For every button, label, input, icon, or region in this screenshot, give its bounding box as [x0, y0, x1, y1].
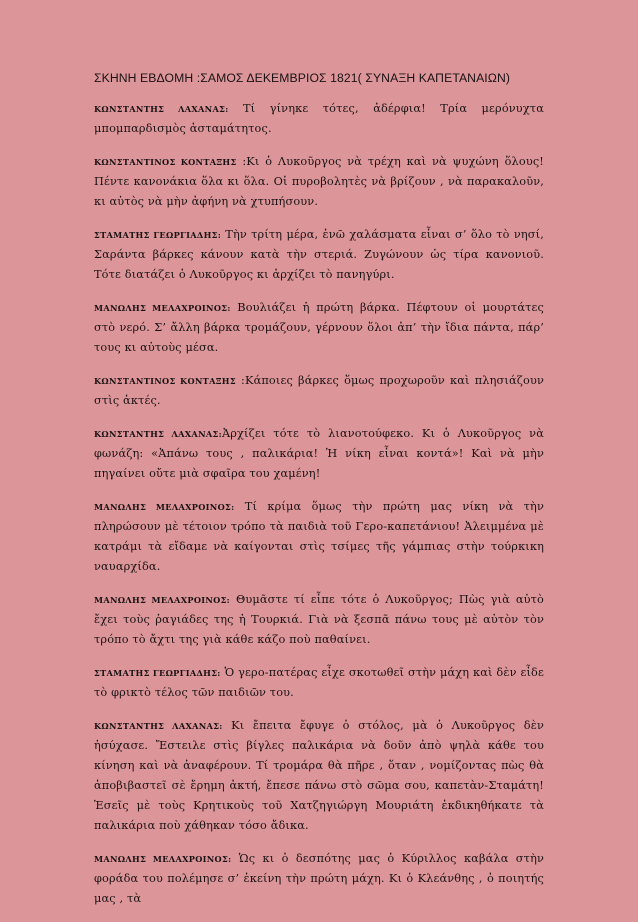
dialogue-text: Τί κρίμα ὅμως τὴν πρώτη μας νίκη νὰ τὴν πληρώσουν μὲ τέτοιον τρόπο τὰ παιδιὰ τοῦ Γερο-καπετάνιου! Ἀλειμμένα μὲ κατράμι τὰ εἴδαμε νὰ καίγονται στὶς τσίμες τῆς γάμπιας στὴν τούρκικη ναυαρχίδα. — [94, 500, 544, 573]
speaker-name: ΚΩΝΣΤΑΝΤΙΝΟΣ ΚΟΝΤΑΞΗΣ — [94, 376, 236, 386]
dialogue-paragraph — [94, 99, 544, 139]
speaker-name: ΚΩΝΣΤΑΝΤΗΣ ΛΑΧΑΝΑΣ: — [94, 104, 229, 114]
dialogue-text: Θυμᾶστε τί εἶπε τότε ὁ Λυκοῦργος; Πὼς γιὰ αὐτὸ ἔχει τοὺς ῥαγιάδες της ἡ Τουρκιά. Γιὰ νὰ ξεσπᾶ πάνω τους μὲ αὐτὸν τὸν τρόπο τὸ ἄχτι της γιὰ κάθε κάζο ποὺ παθαίνει. — [94, 593, 544, 646]
dialogue-text: Κι ἔπειτα ἔφυγε ὁ στόλος, μὰ ὁ Λυκοῦργος δὲν ἡσύχασε. Ἔστειλε στὶς βίγλες παλικάρια νὰ δοῦν ἀπὸ ψηλὰ κάθε του κίνηση καὶ νὰ ἀναφέρουν. Τί τρομάρα θὰ πῆρε , ὅταν , νομίζοντας πὼς θὰ ἀποβιβαστεῖ σὲ ἔρημη ἀκτή, ἔπεσε πάνω στὸ σῶμα σου, καπετὰν-Σταμάτη! Ἐσεῖς μὲ τοὺς Κρητικοὺς τοῦ Χατζηγιώργη Μουριάτη ἐκδικηθήκατε τὰ παλικάρια ποὺ χάθηκαν τόσο ἄδικα. — [94, 719, 544, 832]
scene-title: ΣΚΗΝΗ ΕΒΔΟΜΗ :ΣΑΜΟΣ ΔΕΚΕΜΒΡΙΟΣ 1821( ΣΥΝΑΞΗ ΚΑΠΕΤΑΝΑΙΩΝ) — [94, 71, 511, 85]
document-page — [94, 71, 544, 922]
dialogue-paragraph — [94, 371, 544, 411]
dialogue-paragraph — [94, 849, 544, 909]
dialogue-paragraph — [94, 716, 544, 836]
dialogue-paragraph — [94, 225, 544, 285]
speaker-name: ΣΤΑΜΑΤΗΣ ΓΕΩΡΓΙΑΔΗΣ: — [94, 668, 221, 678]
dialogue-text: Τὴν τρίτη μέρα, ἐνῶ χαλάσματα εἶναι σ’ ὅλο τὸ νησί, Σαράντα βάρκες κάνουν κατὰ τὴν στεριά. Ζυγώνουν ὡς τίρα κανονιοῦ. Τότε διατάζει ὁ Λυκοῦργος κι ἀρχίζει τὸ πανηγύρι. — [94, 228, 544, 281]
speaker-name: ΜΑΝΩΛΗΣ ΜΕΛΑΧΡΟΙΝΟΣ: — [94, 502, 235, 512]
dialogue-paragraph — [94, 663, 544, 703]
speaker-name: ΜΑΝΩΛΗΣ ΜΕΛΑΧΡΟΙΝΟΣ: — [94, 303, 231, 313]
speaker-name: ΚΩΝΣΤΑΝΤΗΣ ΛΑΧΑΝΑΣ: — [94, 721, 223, 731]
dialogue-paragraph — [94, 298, 544, 358]
speaker-name: ΚΩΝΣΤΑΝΤΙΝΟΣ ΚΟΝΤΑΞΗΣ — [94, 157, 237, 167]
dialogue-text: :Κάποιες βάρκες ὅμως προχωροῦν καὶ πλησιάζουν στὶς ἀκτές. — [94, 374, 544, 407]
dialogue-text: :Κι ὁ Λυκοῦργος νὰ τρέχη καὶ νὰ ψυχώνη ὅλους! Πέντε κανονάκια ὅλα κι ὅλα. Οἱ πυροβολητὲς νὰ βρίζουν , νὰ παρακαλοῦν, κι αὐτὸς νὰ μὴν ἀφήνη νὰ χτυπήσουν. — [94, 155, 545, 208]
dialogue-paragraph — [94, 590, 544, 650]
speaker-name: ΚΩΝΣΤΑΝΤΗΣ ΛΑΧΑΝΑΣ: — [94, 429, 222, 439]
dialogue-paragraph — [94, 424, 544, 484]
dialogue-paragraph — [94, 152, 544, 212]
dialogue-text: Τί γίνηκε τότες, ἀδέρφια! Τρία μερόνυχτα μπομπαρδισμὸς ἀσταμάτητος. — [94, 102, 544, 135]
speaker-name: ΜΑΝΩΛΗΣ ΜΕΛΑΧΡΟΙΝΟΣ: — [94, 854, 232, 864]
dialogue-text: Ὡς κι ὁ δεσπότης μας ὁ Κύριλλος καβάλα στὴν φοράδα του πολέμησε σ’ ἐκείνη τὴν πρώτη μάχη. Κι ὁ Κλεάνθης , ὁ ποιητής μας , τὰ — [94, 852, 544, 905]
dialogue-text: Ἀρχίζει τότε τὸ λιανοτούφεκο. Κι ὁ Λυκοῦργος νὰ φωνάζη: «Ἀπάνω τους , παλικάρια! Ἡ νίκη εἶναι κοντά»! Καὶ νὰ μὴν πηγαίνει οὔτε μιὰ σφαῖρα του χαμένη! — [94, 427, 544, 480]
dialogue-text: Βουλιάζει ἡ πρώτη βάρκα. Πέφτουν οἱ μουρτάτες στὸ νερό. Σ’ ἄλλη βάρκα τρομάζουν, γέρνουν ὅλοι ἀπ’ τὴν ἴδια πάντα, πάρ’ τους κι αὐτοὺς μέσα. — [94, 301, 544, 354]
speaker-name: ΜΑΝΩΛΗΣ ΜΕΛΑΧΡΟΙΝΟΣ: — [94, 595, 231, 605]
speaker-name: ΣΤΑΜΑΤΗΣ ΓΕΩΡΓΙΑΔΗΣ: — [94, 230, 222, 240]
dialogue-text: Ὁ γερο-πατέρας εἶχε σκοτωθεῖ στὴν μάχη καὶ δὲν εἶδε τὸ φρικτὸ τέλος τῶν παιδιῶν του. — [94, 666, 544, 699]
dialogue-paragraph — [94, 497, 544, 577]
